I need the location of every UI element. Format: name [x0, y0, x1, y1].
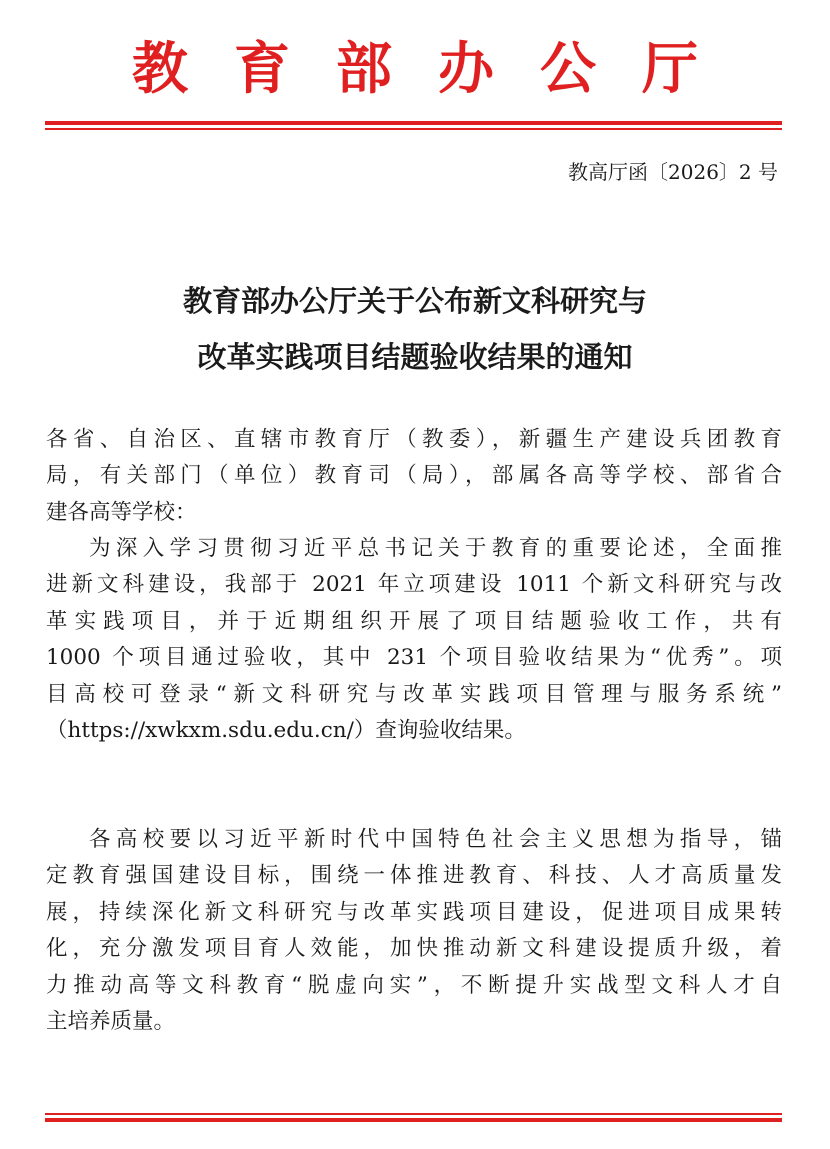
paragraph-line: 目高校可登录“新文科研究与改革实践项目管理与服务系统” — [46, 681, 782, 707]
paragraph-line: 力推动高等文科教育“脱虚向实”，不断提升实战型文科人才自 — [46, 972, 782, 998]
paragraph-line: 化，充分激发项目育人效能，加快推动新文科建设提质升级，着 — [46, 936, 782, 962]
document-title-line-2: 改革实践项目结题验收结果的通知 — [197, 340, 633, 374]
addressee-block — [46, 422, 782, 531]
paragraph-line: 各高校要以习近平新时代中国特色社会主义思想为指导，锚 — [89, 827, 782, 852]
body-paragraph-2 — [46, 822, 782, 1040]
paragraph-line: 展，持续深化新文科研究与改革实践项目建设，促进项目成果转 — [46, 899, 782, 925]
header-rule-thin — [45, 128, 782, 130]
footer-rule-thin — [45, 1113, 782, 1115]
footer-rule-thick — [45, 1118, 782, 1122]
paragraph-line: 革实践项目，并于近期组织开展了项目结题验收工作，共有 — [46, 608, 782, 634]
header-rule-thick — [45, 121, 782, 125]
paragraph-line: 定教育强国建设目标，围绕一体推进教育、科技、人才高质量发 — [46, 863, 782, 889]
issuer-header: 教育部办公厅 — [132, 36, 744, 102]
addressee-line: 建各高等学校： — [46, 499, 197, 525]
document-title-line-1: 教育部办公厅关于公布新文科研究与 — [182, 284, 647, 318]
paragraph-line: 主培养质量。 — [46, 1008, 176, 1034]
paragraph-line: 1000 个项目通过验收，其中 231 个项目验收结果为“优秀”。项 — [46, 645, 782, 671]
paragraph-line: （https://xwkxm.sdu.edu.cn/）查询验收结果。 — [46, 717, 526, 743]
addressee-line: 各省、自治区、直辖市教育厅（教委），新疆生产建设兵团教育 — [46, 427, 782, 452]
paragraph-line: 进新文科建设，我部于 2021 年立项建设 1011 个新文科研究与改 — [46, 572, 782, 598]
paragraph-line: 为深入学习贯彻习近平总书记关于教育的重要论述，全面推 — [89, 536, 782, 561]
addressee-line: 局，有关部门（单位）教育司（局），部属各高等学校、部省合 — [46, 463, 782, 489]
body-paragraph-1 — [46, 531, 782, 749]
document-number: 教高厅函〔2026〕2 号 — [568, 160, 778, 184]
